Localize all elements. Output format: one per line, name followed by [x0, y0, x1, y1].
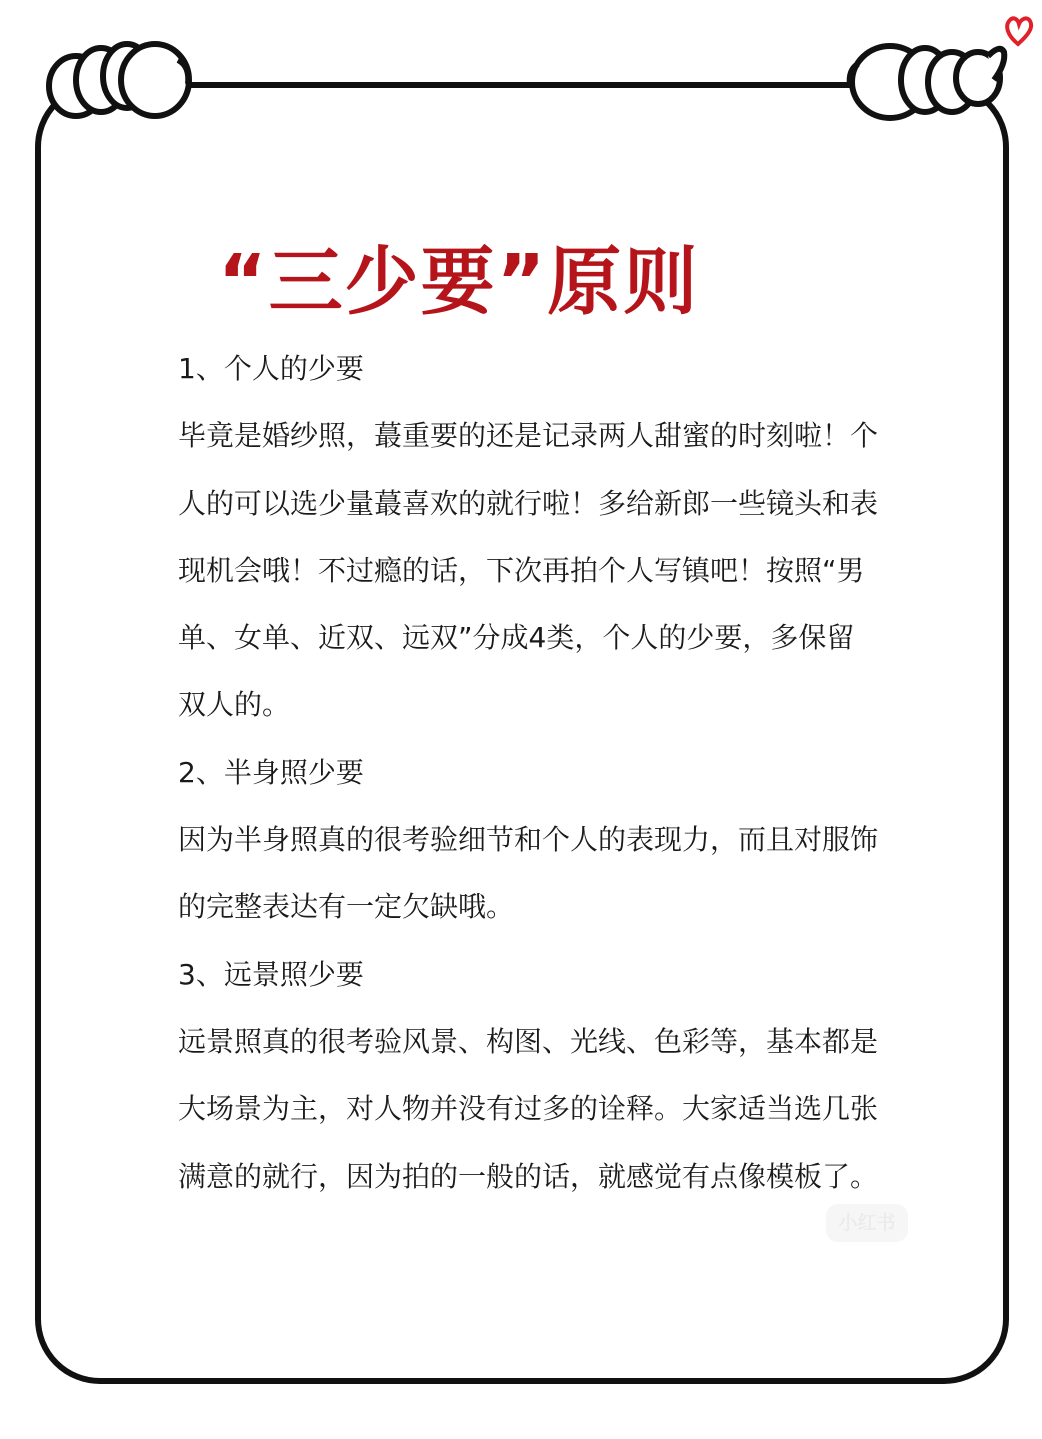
section-paragraph: 远景照真的很考验风景、构图、光线、色彩等，基本都是大场景为主，对人物并没有过多的诠释。大家适当选几张满意的就行，因为拍的一般的话，就感觉有点像模板了。 — [178, 1024, 879, 1193]
section-paragraph: 毕竟是婚纱照，蕞重要的还是记录两人甜蜜的时刻啦！个人的可以选少量蕞喜欢的就行啦！多给新郎一些镜头和表现机会哦！不过瘾的话，下次再拍个人写镇吧！按照“男单、女单、近双、远双”分成4类，个人的少要，多保留双人的。 — [178, 419, 879, 722]
watermark-logo: 小红书 — [826, 1204, 908, 1242]
page-title: “三少要”原则 — [218, 239, 700, 325]
section-paragraph: 因为半身照真的很考验细节和个人的表现力，而且对服饰的完整表达有一定欠缺哦。 — [178, 823, 879, 924]
left-hand-icon — [49, 44, 189, 116]
section — [178, 739, 878, 941]
heart-icon — [1007, 18, 1031, 44]
section-heading: 2、半身照少要 — [178, 755, 364, 789]
section-heading: 3、远景照少要 — [178, 957, 364, 991]
section-heading: 1、个人的少要 — [178, 352, 364, 385]
section — [178, 941, 878, 1210]
section — [178, 335, 878, 739]
content-body — [178, 335, 878, 1210]
